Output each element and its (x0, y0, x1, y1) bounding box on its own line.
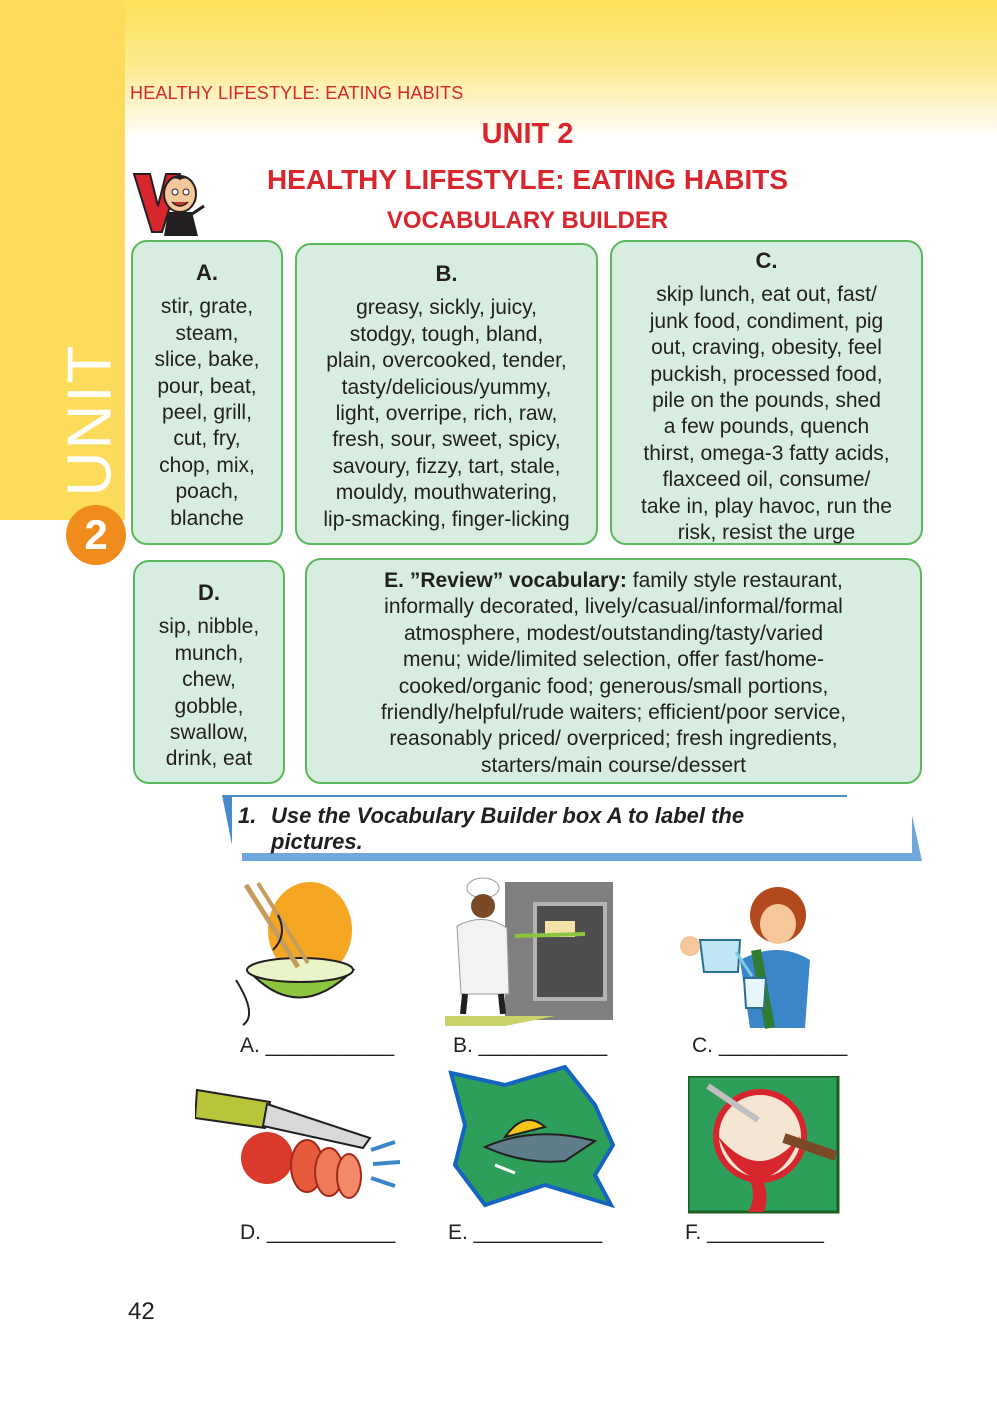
vocabulary-box-e (305, 558, 922, 784)
box-b-line: fresh, sour, sweet, spicy, (332, 428, 561, 452)
box-e-first-text: family style restaurant, (632, 569, 843, 592)
picture-label: B. ___________ (453, 1034, 608, 1057)
section-title: VOCABULARY BUILDER (386, 207, 669, 234)
unit-vertical-label (45, 330, 135, 510)
box-e-line: informally decorated, lively/casual/informal/formal (384, 595, 843, 619)
box-c-line: take in, play havoc, run the (641, 494, 892, 518)
box-d-line: gobble, (174, 694, 244, 718)
box-c-line: flaxceed oil, consume/ (662, 468, 871, 492)
box-a-line: peel, grill, (162, 401, 252, 425)
stirring-bowl-icon (228, 875, 368, 1030)
page-number: 42 (128, 1298, 155, 1325)
box-b-heading: B. (435, 261, 458, 286)
vocabulary-mascot-icon (128, 166, 208, 238)
box-a-line: stir, grate, (160, 295, 254, 319)
vocabulary-box-c (610, 240, 923, 545)
box-e-first-line (327, 568, 900, 594)
box-d-line: drink, eat (165, 747, 253, 771)
box-c-line: skip lunch, eat out, fast/ (656, 283, 877, 307)
box-a-line: pour, beat, (157, 374, 257, 398)
unit-title: UNIT 2 (481, 118, 574, 150)
box-e-line: starters/main course/dessert (481, 753, 746, 777)
box-c-line: risk, resist the urge (677, 521, 856, 545)
lesson-title: HEALTHY LIFESTYLE: EATING HABITS (266, 164, 789, 195)
box-b-line: savoury, fizzy, tart, stale, (332, 454, 561, 478)
grater-icon (445, 1065, 615, 1210)
picture-label: F. __________ (685, 1221, 824, 1244)
task-line-1: Use the Vocabulary Builder box A to label the (271, 803, 745, 828)
picture-label: C. ___________ (692, 1034, 848, 1057)
unit-number-badge: 2 (66, 505, 126, 565)
vocabulary-box-a (131, 240, 283, 545)
box-b-line: mouldy, mouthwatering, (335, 481, 558, 505)
box-d-line: sip, nibble, (158, 615, 260, 639)
box-a-line: cut, fry, (173, 427, 241, 451)
box-d-heading: D. (198, 580, 220, 605)
box-c-heading: C. (755, 248, 778, 273)
box-a-line: blanche (170, 506, 244, 530)
box-d-line: swallow, (169, 721, 249, 745)
box-a-line: slice, bake, (154, 348, 260, 372)
box-a-heading: A. (196, 260, 218, 285)
box-b-line: lip-smacking, finger-licking (323, 507, 570, 531)
box-e-line: cooked/organic food; generous/small portions, (398, 674, 829, 698)
box-c-line: out, craving, obesity, feel (651, 336, 882, 360)
box-b-line: tasty/delicious/yummy, (341, 375, 552, 399)
box-c-line: thirst, omega-3 fatty acids, (643, 441, 890, 465)
vocabulary-box-d (133, 560, 285, 784)
picture-label: D. ___________ (240, 1221, 396, 1244)
box-a-line: chop, mix, (159, 453, 255, 477)
task-instruction (238, 803, 878, 855)
box-c-line: pile on the pounds, shed (652, 389, 881, 413)
box-e-heading: E. ”Review” vocabulary: (384, 569, 627, 592)
box-c-line: junk food, condiment, pig (649, 309, 884, 333)
box-b-line: plain, overcooked, tender, (326, 349, 567, 373)
box-a-line: poach, (175, 480, 239, 504)
box-a-line: steam, (175, 321, 239, 345)
slicing-tomato-icon (195, 1080, 405, 1205)
pouring-jug-icon (660, 880, 825, 1030)
running-head: HEALTHY LIFESTYLE: EATING HABITS (130, 83, 464, 103)
box-c-line: puckish, processed food, (650, 362, 883, 386)
task-number: 1. (238, 803, 257, 828)
unit-word: UNIT (55, 343, 125, 497)
box-b-line: greasy, sickly, juicy, (356, 296, 537, 320)
box-d-line: chew, (182, 668, 236, 692)
box-d-line: munch, (174, 641, 244, 665)
picture-label: E. ___________ (448, 1221, 603, 1244)
peeling-apple-icon (688, 1076, 843, 1214)
box-e-line: atmosphere, modest/outstanding/tasty/varied (403, 621, 824, 645)
vocabulary-box-b (295, 243, 598, 545)
box-e-line: friendly/helpful/rude waiters; efficient/poor service, (380, 701, 847, 725)
task-line-2: pictures. (271, 829, 363, 854)
chef-oven-icon (445, 876, 615, 1026)
box-c-line: a few pounds, quench (663, 415, 870, 439)
picture-label: A. ___________ (240, 1034, 395, 1057)
box-e-line: menu; wide/limited selection, offer fast/home- (403, 648, 824, 672)
box-e-line: reasonably priced/ overpriced; fresh ingredients, (389, 727, 838, 751)
box-b-line: light, overripe, rich, raw, (335, 402, 558, 426)
box-b-line: stodgy, tough, bland, (349, 322, 544, 346)
